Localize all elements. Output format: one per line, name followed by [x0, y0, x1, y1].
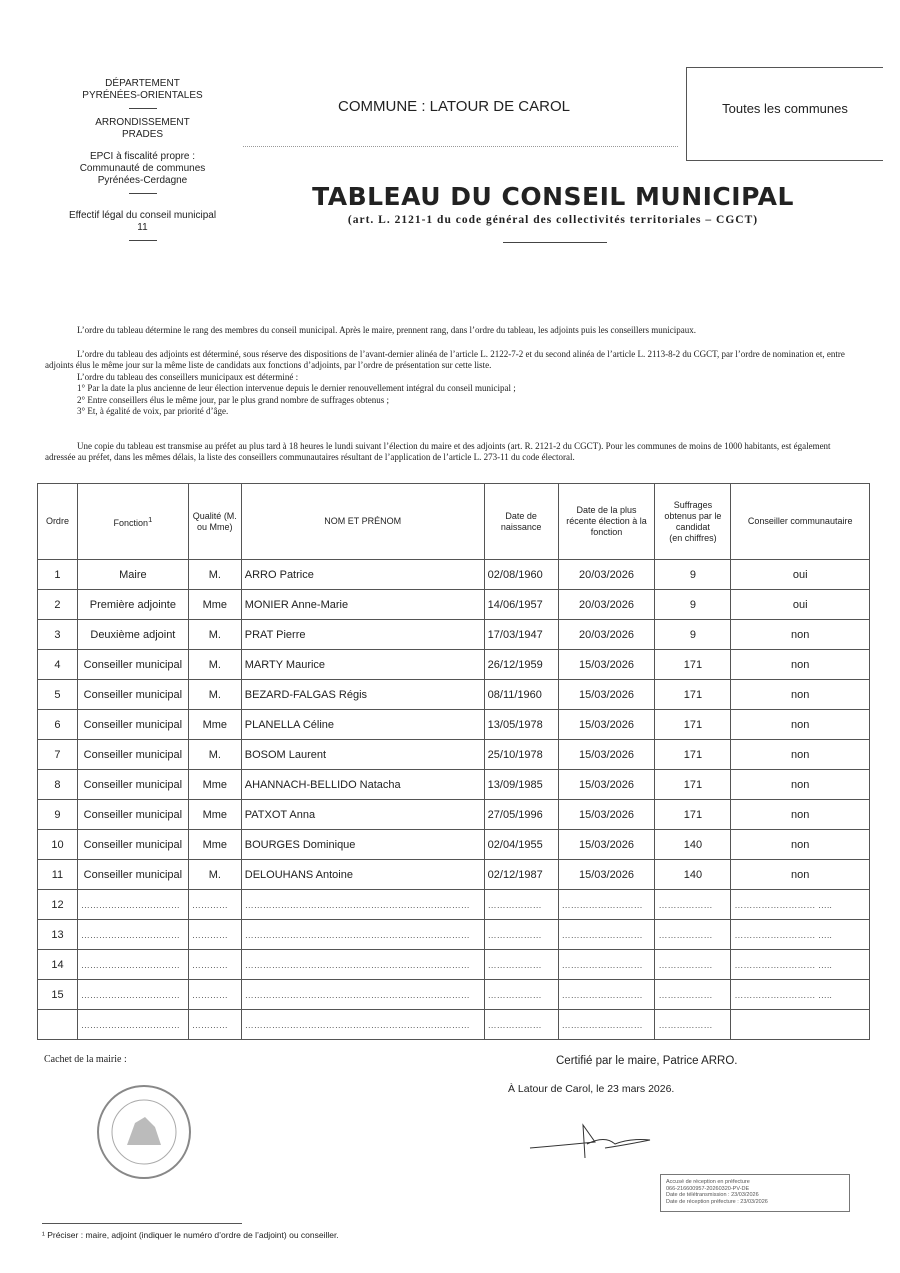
cell-fonction: ……………………………: [77, 1010, 188, 1040]
cell-election: 20/03/2026: [558, 620, 655, 650]
cell-qualite: Mme: [188, 590, 241, 620]
accuse-line: Date de réception préfecture : 23/03/2026: [666, 1198, 768, 1205]
cell-nom: PATXOT Anna: [241, 800, 484, 830]
cell-qualite: …………: [188, 890, 241, 920]
cell-ordre: 13: [38, 920, 78, 950]
cell-fonction: Conseiller municipal: [77, 680, 188, 710]
page-subtitle: (art. L. 2121-1 du code général des collectivités territoriales – CGCT): [347, 214, 759, 226]
cell-fonction: Conseiller municipal: [77, 800, 188, 830]
cell-fonction: ……………………………: [77, 980, 188, 1010]
cell-suffrages: 9: [655, 590, 731, 620]
cell-suffrages: 171: [655, 650, 731, 680]
table-row: [38, 650, 870, 680]
cell-communautaire: oui: [731, 590, 870, 620]
accuse-line: Date de télétransmission : 23/03/2026: [666, 1192, 759, 1198]
divider: [129, 108, 157, 109]
cell-suffrages: 171: [655, 680, 731, 710]
cell-ordre: 5: [38, 680, 78, 710]
cell-communautaire: non: [731, 620, 870, 650]
cell-fonction: Conseiller municipal: [77, 650, 188, 680]
cell-suffrages: 171: [655, 800, 731, 830]
box-label: Toutes les communes: [722, 101, 848, 116]
table-row: [38, 710, 870, 740]
header-suffrages-label: Suffrages obtenus par le candidat: [664, 499, 722, 532]
header-fonction: [77, 484, 188, 560]
cell-nom: …………………………………………………………………: [241, 1010, 484, 1040]
cell-nom: BEZARD-FALGAS Régis: [241, 680, 484, 710]
cell-suffrages: ………………: [655, 920, 731, 950]
header-qualite: Qualité (M. ou Mme): [188, 484, 241, 560]
cell-qualite: …………: [188, 980, 241, 1010]
cell-naissance: 13/05/1978: [484, 710, 558, 740]
cell-suffrages: 140: [655, 830, 731, 860]
signature-icon: [525, 1120, 655, 1160]
cell-fonction: Conseiller municipal: [77, 860, 188, 890]
header-naissance: Date de naissance: [484, 484, 558, 560]
commune-name: COMMUNE : LATOUR DE CAROL: [338, 98, 570, 115]
cell-election: ………………………: [558, 920, 655, 950]
cell-nom: PLANELLA Céline: [241, 710, 484, 740]
cell-suffrages: 171: [655, 770, 731, 800]
cell-naissance: 26/12/1959: [484, 650, 558, 680]
cell-qualite: …………: [188, 1010, 241, 1040]
table-row-empty: [38, 920, 870, 950]
cell-naissance: ………………: [484, 920, 558, 950]
cell-ordre: 3: [38, 620, 78, 650]
table-row-empty: [38, 890, 870, 920]
accuse-line: 066-216600957-20260320-PV-DE: [666, 1185, 750, 1192]
cell-qualite: M.: [188, 860, 241, 890]
cell-fonction: Conseiller municipal: [77, 710, 188, 740]
divider: [129, 193, 157, 194]
effectif-value: 11: [137, 222, 148, 233]
divider: [503, 242, 607, 243]
cell-qualite: M.: [188, 650, 241, 680]
table-row: [38, 560, 870, 590]
header-election: Date de la plus récente élection à la fonction: [558, 484, 655, 560]
cell-ordre: 1: [38, 560, 78, 590]
cell-naissance: 08/11/1960: [484, 680, 558, 710]
cell-communautaire: non: [731, 860, 870, 890]
paragraph: 1° Par la date la plus ancienne de leur élection intervenue depuis le dernier renouvellement intégral du conseil municipal ;: [77, 383, 516, 393]
header-ordre: Ordre: [38, 484, 78, 560]
cell-election: 15/03/2026: [558, 830, 655, 860]
cell-suffrages: ………………: [655, 950, 731, 980]
cell-communautaire: non: [731, 680, 870, 710]
cell-ordre: 10: [38, 830, 78, 860]
cell-election: ………………………: [558, 980, 655, 1010]
cell-ordre: 14: [38, 950, 78, 980]
cell-suffrages: ………………: [655, 980, 731, 1010]
cell-qualite: Mme: [188, 710, 241, 740]
cell-fonction: ……………………………: [77, 920, 188, 950]
cell-ordre: 12: [38, 890, 78, 920]
cell-communautaire: non: [731, 770, 870, 800]
header-left: [40, 78, 245, 249]
cell-election: 15/03/2026: [558, 650, 655, 680]
footnote-ref: 1: [148, 515, 153, 524]
cell-fonction: Conseiller municipal: [77, 740, 188, 770]
cell-suffrages: 171: [655, 740, 731, 770]
arrondissement: PRADES: [121, 129, 164, 140]
accuse-reception-box: [660, 1174, 850, 1212]
header-suffrages-sub: (en chiffres): [669, 532, 717, 543]
paragraph: Une copie du tableau est transmise au préfet au plus tard à 18 heures le lundi suivant l’élection du maire et des adjoints (art. R. 2121-2 du CGCT). Pour les communes de moins de 1000 habitants, est également adressée au préfet, dans les mêmes délais, la liste des conseillers communautaires résultant de l’application de l’article L. 273-11 du code électoral.: [45, 440, 831, 462]
cell-ordre: 9: [38, 800, 78, 830]
header-communautaire: Conseiller communautaire: [731, 484, 870, 560]
cell-naissance: 14/06/1957: [484, 590, 558, 620]
departement-label: DÉPARTEMENT: [105, 78, 180, 89]
cell-nom: PRAT Pierre: [241, 620, 484, 650]
cell-qualite: …………: [188, 950, 241, 980]
cell-nom: BOSOM Laurent: [241, 740, 484, 770]
header-suffrages: [655, 484, 731, 560]
footnote-rule: [42, 1223, 242, 1224]
cell-qualite: M.: [188, 560, 241, 590]
cell-election: 15/03/2026: [558, 740, 655, 770]
epci-line1: Communauté de communes: [79, 163, 206, 174]
cell-suffrages: ………………: [655, 1010, 731, 1040]
paragraph: L’ordre du tableau des adjoints est déterminé, sous réserve des dispositions de l’avant-dernier alinéa de l’article L. 2122-7-2 et du second alinéa de l’article L. 2113-8-2 du CGCT, par l’ordre de nomination et, entre adjoints élus le même jour sur la même liste de candidats aux fonctions d’adjoints, par l’ordre de présentation sur cette liste.: [45, 348, 845, 370]
effectif-label: Effectif légal du conseil municipal: [68, 210, 217, 221]
certification: Certifié par le maire, Patrice ARRO.: [556, 1055, 738, 1067]
cell-ordre: 4: [38, 650, 78, 680]
cell-qualite: M.: [188, 740, 241, 770]
header-fonction-label: Fonction: [113, 518, 149, 528]
table-header-row: [38, 484, 870, 560]
cell-communautaire: non: [731, 740, 870, 770]
cell-qualite: M.: [188, 620, 241, 650]
table-row: [38, 830, 870, 860]
cell-ordre: 2: [38, 590, 78, 620]
cell-suffrages: 171: [655, 710, 731, 740]
cell-nom: MONIER Anne-Marie: [241, 590, 484, 620]
cell-nom: DELOUHANS Antoine: [241, 860, 484, 890]
cell-election: 20/03/2026: [558, 560, 655, 590]
table-row: [38, 770, 870, 800]
header-nom: NOM ET PRÉNOM: [241, 484, 484, 560]
cell-ordre: 8: [38, 770, 78, 800]
cell-ordre: 6: [38, 710, 78, 740]
cell-nom: …………………………………………………………………: [241, 920, 484, 950]
commune-box: [686, 67, 883, 161]
cell-election: ………………………: [558, 890, 655, 920]
cell-qualite: …………: [188, 920, 241, 950]
table-row-empty: [38, 1010, 870, 1040]
cell-qualite: M.: [188, 680, 241, 710]
cell-naissance: 27/05/1996: [484, 800, 558, 830]
cell-communautaire: ……………………… …..: [731, 980, 870, 1010]
cell-naissance: 02/12/1987: [484, 860, 558, 890]
table-row: [38, 800, 870, 830]
cell-suffrages: ………………: [655, 890, 731, 920]
footnote: ¹ Préciser : maire, adjoint (indiquer le numéro d’ordre de l’adjoint) ou conseiller.: [42, 1230, 339, 1240]
arrondissement-label: ARRONDISSEMENT: [95, 117, 190, 128]
cell-naissance: 13/09/1985: [484, 770, 558, 800]
cell-ordre: [38, 1010, 78, 1040]
cell-naissance: ………………: [484, 1010, 558, 1040]
cell-election: ………………………: [558, 950, 655, 980]
cell-communautaire: ……………………… …..: [731, 950, 870, 980]
cell-nom: AHANNACH-BELLIDO Natacha: [241, 770, 484, 800]
cell-election: 15/03/2026: [558, 710, 655, 740]
commune-underline: [243, 146, 678, 147]
epci-line2: Pyrénées-Cerdagne: [97, 175, 188, 186]
cell-fonction: Maire: [77, 560, 188, 590]
seal-icon: [95, 1083, 193, 1181]
cell-naissance: 25/10/1978: [484, 740, 558, 770]
cell-nom: BOURGES Dominique: [241, 830, 484, 860]
cell-election: 15/03/2026: [558, 860, 655, 890]
cell-communautaire: ……………………… …..: [731, 920, 870, 950]
cell-nom: ARRO Patrice: [241, 560, 484, 590]
cell-suffrages: 9: [655, 560, 731, 590]
cell-nom: …………………………………………………………………: [241, 890, 484, 920]
cell-communautaire: [731, 1010, 870, 1040]
cell-qualite: Mme: [188, 770, 241, 800]
cell-suffrages: 140: [655, 860, 731, 890]
table-row-empty: [38, 950, 870, 980]
table-row: [38, 620, 870, 650]
cell-election: 15/03/2026: [558, 770, 655, 800]
table-row: [38, 740, 870, 770]
cell-naissance: 02/08/1960: [484, 560, 558, 590]
cell-naissance: ………………: [484, 950, 558, 980]
instructions: [45, 325, 845, 464]
divider: [129, 240, 157, 241]
table-row: [38, 680, 870, 710]
cell-election: 15/03/2026: [558, 680, 655, 710]
cell-qualite: Mme: [188, 830, 241, 860]
cell-suffrages: 9: [655, 620, 731, 650]
cell-ordre: 7: [38, 740, 78, 770]
cell-nom: MARTY Maurice: [241, 650, 484, 680]
cell-communautaire: ……………………… …..: [731, 890, 870, 920]
cell-communautaire: oui: [731, 560, 870, 590]
cell-fonction: Conseiller municipal: [77, 830, 188, 860]
council-table: [37, 483, 870, 1040]
paragraph: 2° Entre conseillers élus le même jour, par le plus grand nombre de suffrages obtenus ;: [77, 394, 389, 405]
cell-communautaire: non: [731, 710, 870, 740]
cell-qualite: Mme: [188, 800, 241, 830]
table-row-empty: [38, 980, 870, 1010]
cell-naissance: 02/04/1955: [484, 830, 558, 860]
cachet-label: Cachet de la mairie :: [44, 1054, 127, 1065]
departement: PYRÉNÉES-ORIENTALES: [82, 90, 203, 101]
cell-naissance: 17/03/1947: [484, 620, 558, 650]
epci-label: EPCI à fiscalité propre :: [89, 151, 196, 162]
cell-election: ………………………: [558, 1010, 655, 1040]
cell-election: 20/03/2026: [558, 590, 655, 620]
table-row: [38, 860, 870, 890]
cell-ordre: 11: [38, 860, 78, 890]
cell-communautaire: non: [731, 650, 870, 680]
cell-naissance: ………………: [484, 980, 558, 1010]
table-row: [38, 590, 870, 620]
cell-communautaire: non: [731, 830, 870, 860]
mairie-seal: [95, 1083, 193, 1181]
cell-election: 15/03/2026: [558, 800, 655, 830]
paragraph: L’ordre du tableau détermine le rang des membres du conseil municipal. Après le maire, prennent rang, dans l’ordre du tableau, les adjoints puis les conseillers municipaux.: [77, 325, 696, 335]
cell-fonction: Deuxième adjoint: [77, 620, 188, 650]
place-date: À Latour de Carol, le 23 mars 2026.: [508, 1083, 675, 1095]
cell-nom: …………………………………………………………………: [241, 950, 484, 980]
paragraph: L’ordre du tableau des conseillers municipaux est déterminé :: [77, 371, 299, 382]
cell-naissance: ………………: [484, 890, 558, 920]
paragraph: 3° Et, à égalité de voix, par priorité d’âge.: [77, 406, 229, 416]
cell-fonction: ……………………………: [77, 890, 188, 920]
accuse-line: Accusé de réception en préfecture: [666, 1179, 750, 1185]
cell-communautaire: non: [731, 800, 870, 830]
cell-fonction: ……………………………: [77, 950, 188, 980]
page-title: TABLEAU DU CONSEIL MUNICIPAL: [312, 182, 794, 211]
cell-ordre: 15: [38, 980, 78, 1010]
signature: [525, 1120, 655, 1160]
cell-fonction: Conseiller municipal: [77, 770, 188, 800]
cell-fonction: Première adjointe: [77, 590, 188, 620]
cell-nom: …………………………………………………………………: [241, 980, 484, 1010]
